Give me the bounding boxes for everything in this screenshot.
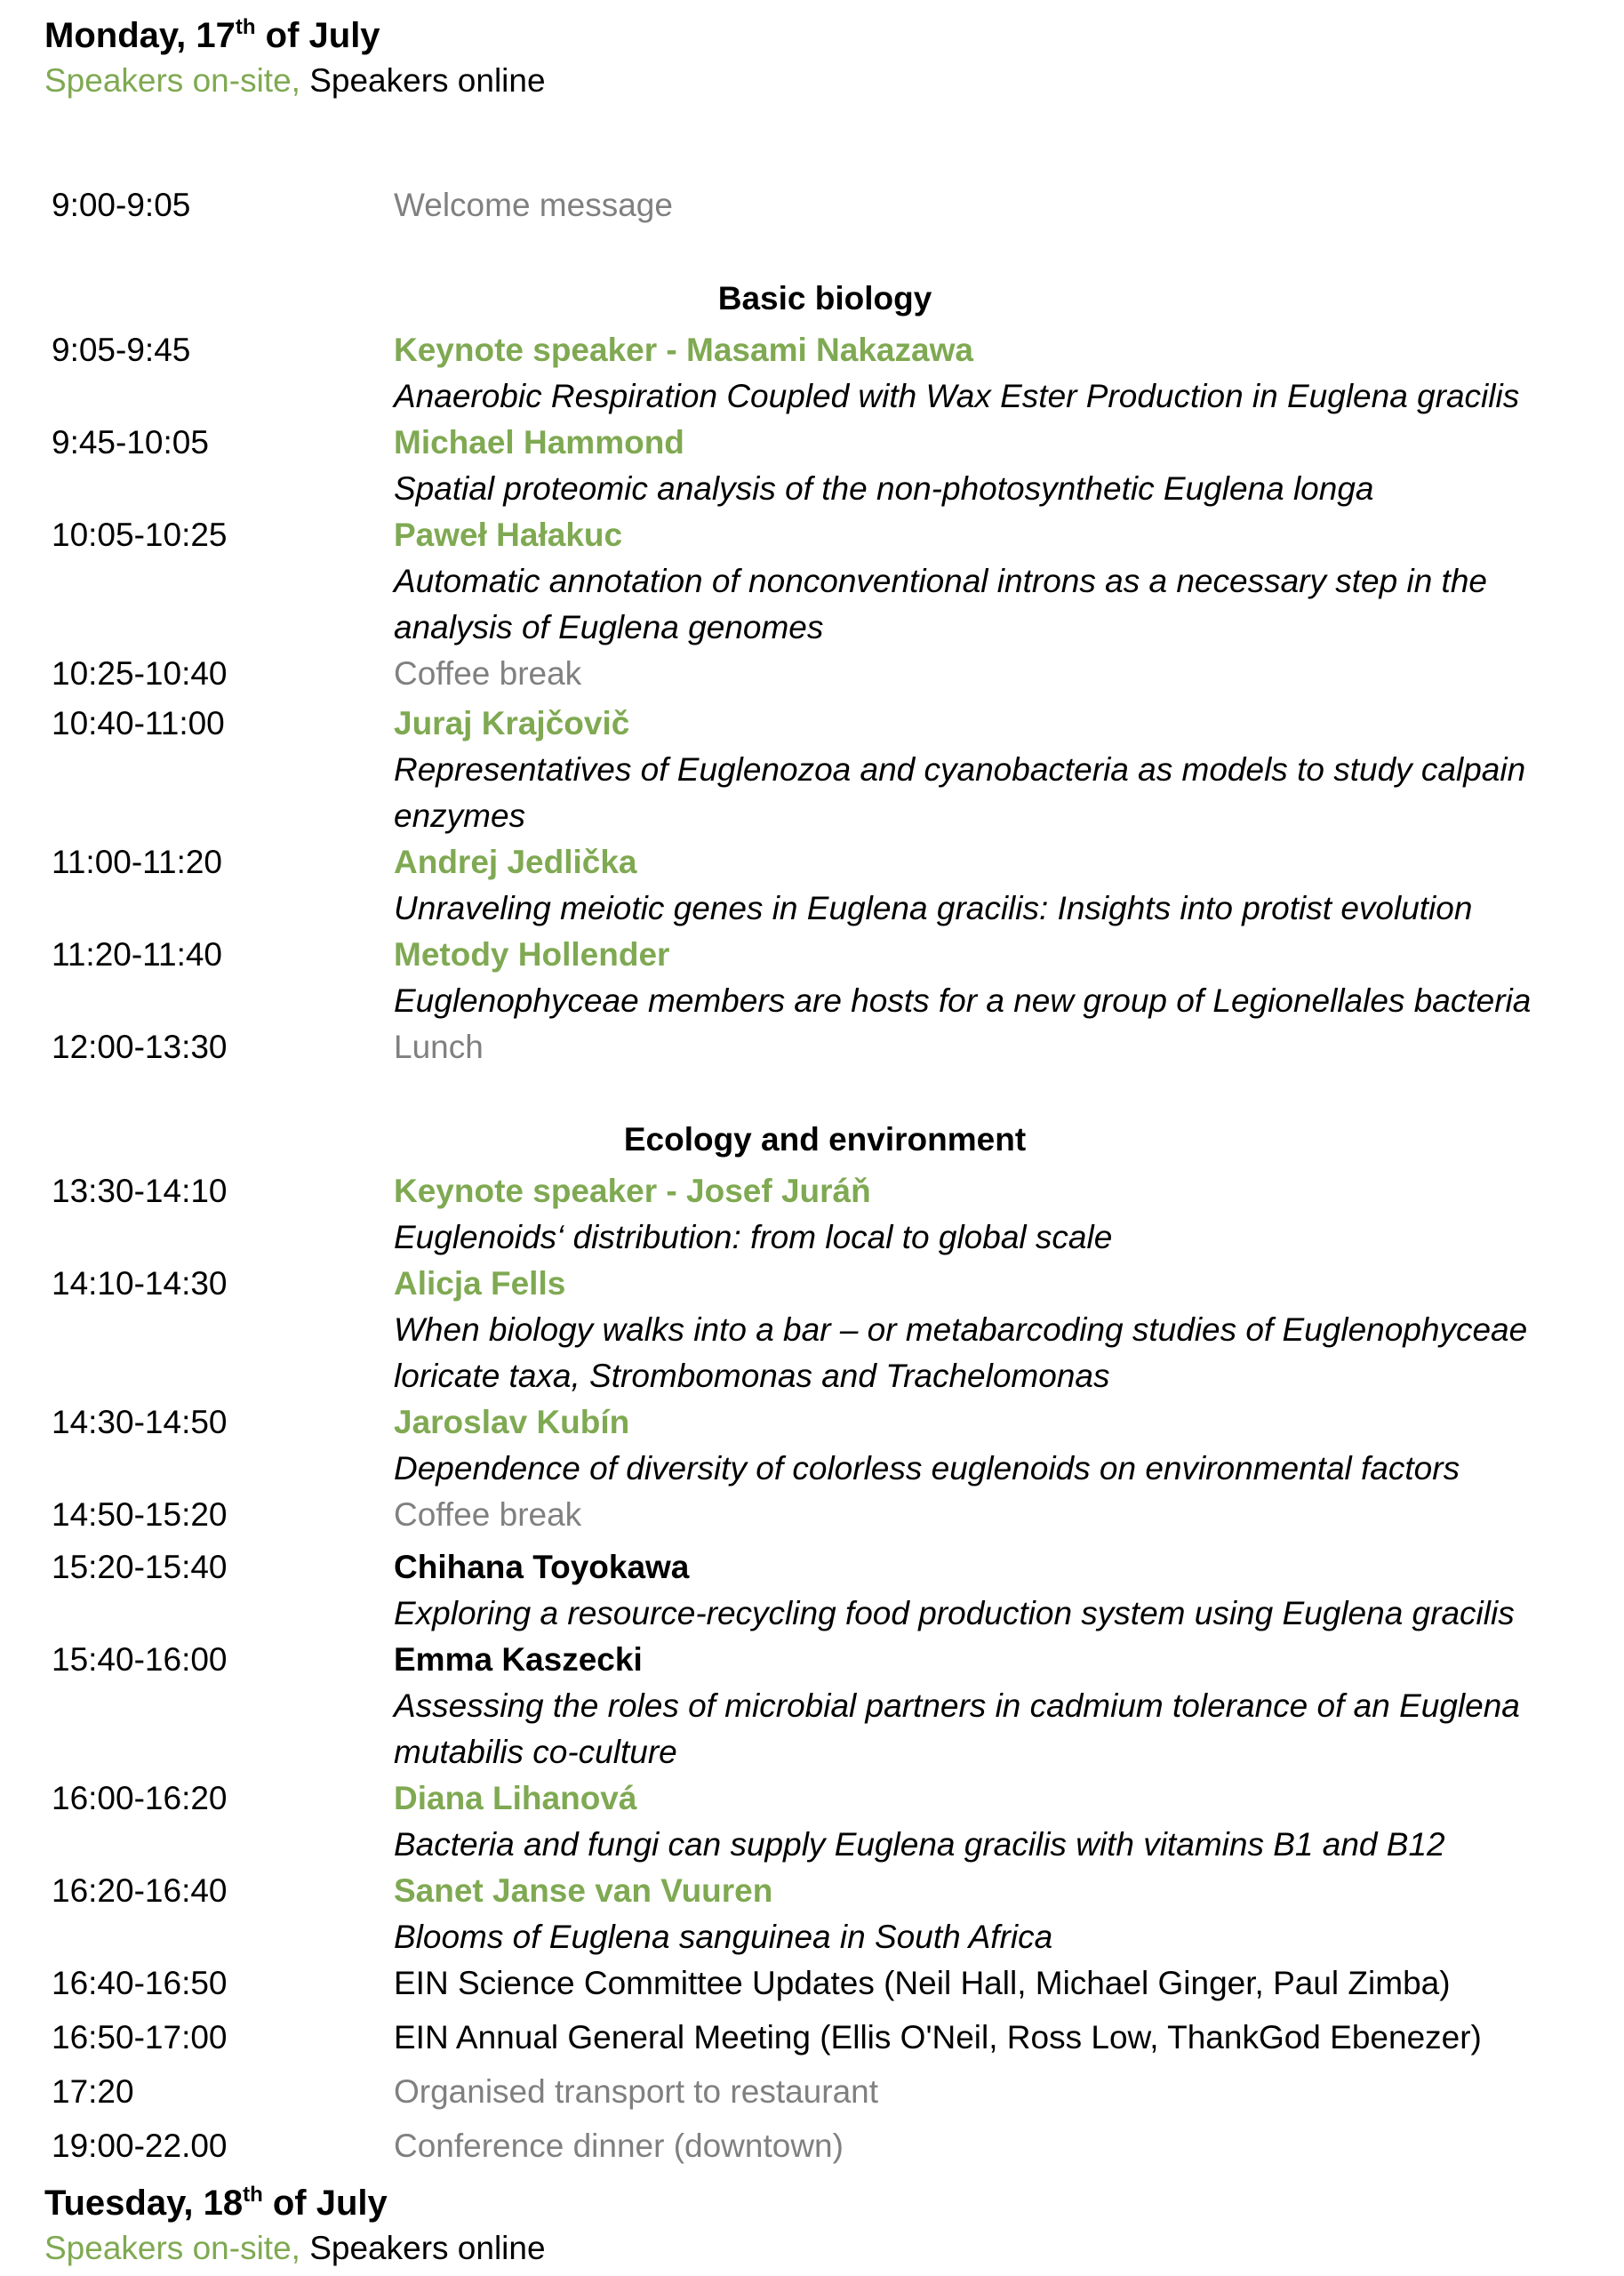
speaker-name: Keynote speaker - Josef Juráň: [394, 1173, 871, 1209]
event-label: Conference dinner (downtown): [394, 2128, 844, 2164]
time-slot: 9:45-10:05: [52, 424, 209, 461]
day-header-tuesday: [44, 2180, 546, 2271]
event-label: Lunch: [394, 1029, 484, 1065]
speaker-name: Michael Hammond: [394, 424, 684, 461]
legend-onsite: Speakers on-site,: [44, 2230, 300, 2266]
time-slot: 10:05-10:25: [52, 517, 228, 553]
talk-title: Exploring a resource-recycling food production system using Euglena gracilis: [394, 1595, 1515, 1631]
time-slot: 9:05-9:45: [52, 332, 191, 368]
legend-online: Speakers online: [300, 2230, 546, 2266]
time-slot: 14:50-15:20: [52, 1496, 228, 1533]
speaker-name: Alicja Fells: [394, 1265, 566, 1302]
session-title-basic-biology: Basic biology: [717, 280, 932, 317]
time-slot: 16:20-16:40: [52, 1872, 228, 1909]
talk-title: Automatic annotation of nonconventional introns as a necessary step in the analysis of Euglena genomes: [394, 563, 1487, 645]
talk-title: Blooms of Euglena sanguinea in South Africa: [394, 1919, 1053, 1955]
talk-title: Assessing the roles of microbial partners in cadmium tolerance of an Euglena mutabilis co-culture: [394, 1687, 1520, 1770]
talk-title: Representatives of Euglenozoa and cyanobacteria as models to study calpain enzymes: [394, 751, 1526, 834]
time-slot: 16:00-16:20: [52, 1780, 228, 1816]
talk-title: Anaerobic Respiration Coupled with Wax Ester Production in Euglena gracilis: [394, 378, 1520, 414]
session-title-ecology: Ecology and environment: [623, 1121, 1027, 1158]
event-label: Coffee break: [394, 655, 582, 692]
event-label: EIN Annual General Meeting (Ellis O'Neil, Ross Low, ThankGod Ebenezer): [394, 2019, 1482, 2056]
time-slot: 14:30-14:50: [52, 1404, 228, 1440]
speaker-name: Juraj Krajčovič: [394, 705, 630, 741]
time-slot: 19:00-22.00: [52, 2128, 228, 2164]
speaker-name: Chihana Toyokawa: [394, 1549, 690, 1585]
time-slot: 10:25-10:40: [52, 655, 228, 692]
time-slot: 14:10-14:30: [52, 1265, 228, 1302]
day-title-suffix: of July: [262, 2184, 388, 2223]
day-title-sup: th: [243, 2183, 263, 2207]
day-title-sup: th: [235, 15, 256, 39]
day-title: [44, 2180, 546, 2226]
time-slot: 11:20-11:40: [52, 936, 223, 973]
time-slot: 16:50-17:00: [52, 2019, 228, 2056]
day-title: [44, 12, 546, 59]
time-slot: 16:40-16:50: [52, 1965, 228, 2001]
speaker-name: Paweł Hałakuc: [394, 517, 623, 553]
talk-title: Dependence of diversity of colorless euglenoids on environmental factors: [394, 1450, 1460, 1487]
time-slot: 9:00-9:05: [52, 187, 191, 223]
talk-title: Euglenophyceae members are hosts for a new group of Legionellales bacteria: [394, 982, 1532, 1019]
speaker-name: Emma Kaszecki: [394, 1641, 643, 1678]
time-slot: 17:20: [52, 2073, 134, 2110]
day-title-suffix: of July: [255, 16, 380, 55]
talk-title: Unraveling meiotic genes in Euglena gracilis: Insights into protist evolution: [394, 890, 1473, 926]
event-label: Welcome message: [394, 187, 673, 223]
talk-title: Spatial proteomic analysis of the non-photosynthetic Euglena longa: [394, 470, 1374, 507]
legend-onsite: Speakers on-site,: [44, 62, 300, 99]
time-slot: 15:40-16:00: [52, 1641, 228, 1678]
speaker-name: Sanet Janse van Vuuren: [394, 1872, 773, 1909]
speaker-legend: [44, 2226, 546, 2271]
speaker-name: Keynote speaker - Masami Nakazawa: [394, 332, 973, 368]
day-title-text: Tuesday, 18: [44, 2184, 244, 2223]
talk-title: Euglenoids‘ distribution: from local to global scale: [394, 1219, 1113, 1255]
day-title-text: Monday, 17: [44, 16, 236, 55]
speaker-legend: [44, 59, 546, 103]
speaker-name: Metody Hollender: [394, 936, 670, 973]
talk-title: When biology walks into a bar – or metabarcoding studies of Euglenophyceae loricate taxa, Strombomonas and Trachelomonas: [394, 1311, 1528, 1394]
talk-title: Bacteria and fungi can supply Euglena gracilis with vitamins B1 and B12: [394, 1826, 1445, 1863]
event-label: EIN Science Committee Updates (Neil Hall, Michael Ginger, Paul Zimba): [394, 1965, 1451, 2001]
time-slot: 12:00-13:30: [52, 1029, 228, 1065]
speaker-name: Andrej Jedlička: [394, 844, 637, 880]
time-slot: 13:30-14:10: [52, 1173, 228, 1209]
day-header-monday: [44, 12, 546, 103]
speaker-name: Jaroslav Kubín: [394, 1404, 630, 1440]
event-label: Organised transport to restaurant: [394, 2073, 879, 2110]
time-slot: 15:20-15:40: [52, 1549, 228, 1585]
legend-online: Speakers online: [300, 62, 546, 99]
time-slot: 11:00-11:20: [52, 844, 223, 880]
time-slot: 10:40-11:00: [52, 705, 225, 741]
event-label: Coffee break: [394, 1496, 582, 1533]
speaker-name: Diana Lihanová: [394, 1780, 637, 1816]
